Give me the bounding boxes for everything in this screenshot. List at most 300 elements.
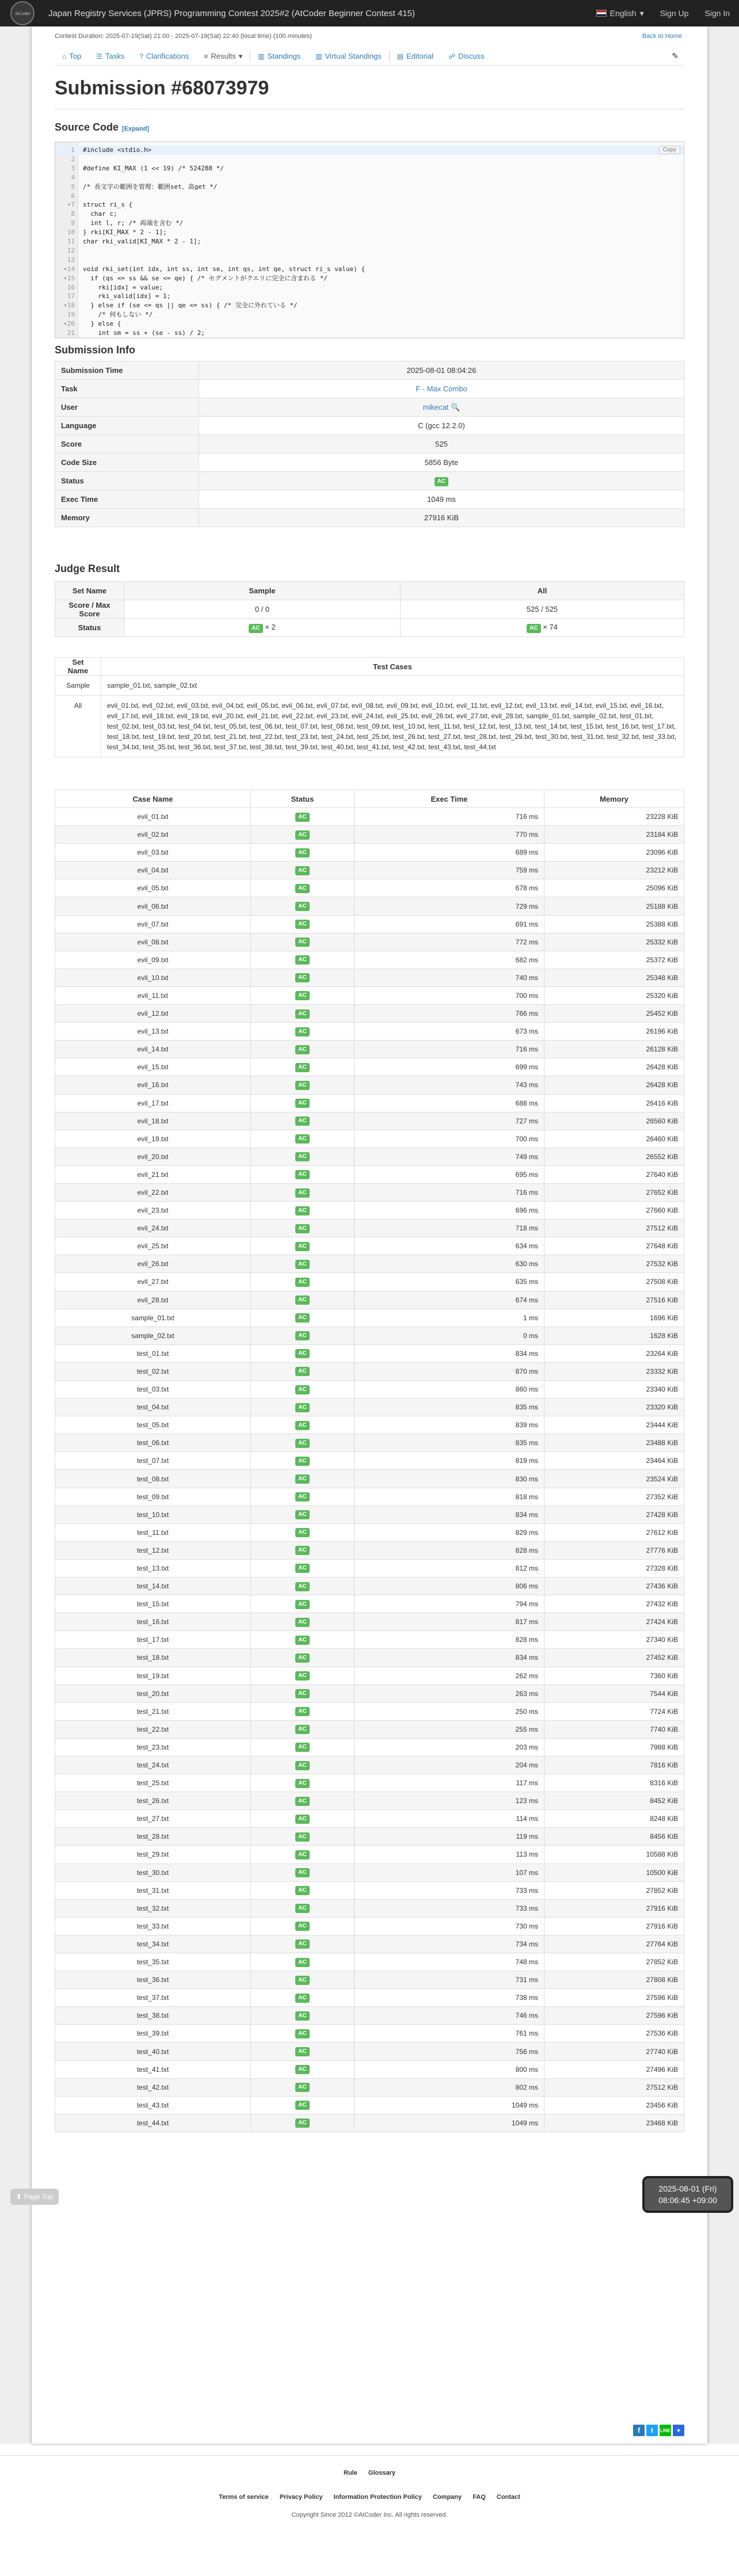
status-badge: AC — [295, 1904, 309, 1913]
status-badge: AC — [295, 1815, 309, 1824]
atcoder-logo[interactable] — [10, 1, 35, 25]
line-number: 11 — [67, 238, 75, 245]
page-top-label: Page Top — [24, 2193, 54, 2201]
all-status — [401, 619, 684, 637]
tab-clarifications-label: Clarifications — [146, 52, 189, 60]
case-memory: 27916 KiB — [544, 1899, 684, 1917]
search-icon[interactable]: 🔍 — [451, 402, 460, 411]
case-exec-time: 691 ms — [355, 915, 544, 933]
code-text: int l, r; /* 両端を含む */ — [83, 219, 184, 227]
table-row — [55, 1398, 684, 1416]
case-status-cell — [251, 862, 355, 879]
memory-value: 27916 KiB — [199, 509, 684, 527]
case-status-cell — [251, 986, 355, 1004]
case-name: test_09.txt — [55, 1488, 251, 1506]
case-exec-time: 794 ms — [355, 1595, 544, 1613]
submission-info-table — [55, 361, 684, 527]
table-row — [55, 1381, 684, 1398]
case-name: evil_27.txt — [55, 1273, 251, 1291]
case-status-cell — [251, 1041, 355, 1058]
case-name: evil_12.txt — [55, 1005, 251, 1023]
case-status-cell — [251, 1667, 355, 1685]
tab-tasks-label: Tasks — [105, 52, 125, 60]
case-sets-table — [55, 657, 684, 757]
case-memory: 26428 KiB — [544, 1076, 684, 1094]
case-name: test_29.txt — [55, 1846, 251, 1864]
status-badge: AC — [295, 1653, 309, 1663]
case-exec-time: 756 ms — [355, 2042, 544, 2060]
case-status-cell — [251, 1416, 355, 1434]
sample-set-name: Sample — [55, 676, 101, 696]
tab-discuss[interactable] — [441, 52, 492, 60]
case-name-header: Case Name — [55, 790, 251, 808]
case-memory: 25452 KiB — [544, 1005, 684, 1023]
expand-link[interactable]: [Expand] — [122, 125, 150, 132]
line-number: 13 — [67, 256, 75, 264]
case-memory: 27512 KiB — [544, 2078, 684, 2096]
line-number: 21 — [67, 329, 75, 337]
case-memory: 23468 KiB — [544, 2114, 684, 2132]
line-number: ▾15 — [63, 274, 75, 282]
table-row — [55, 454, 684, 472]
status-badge: AC — [295, 1636, 309, 1645]
case-name: test_18.txt — [55, 1649, 251, 1667]
status-badge: AC — [295, 1474, 309, 1484]
line-number: 12 — [67, 246, 75, 254]
code-line — [55, 329, 684, 338]
case-status-cell — [251, 933, 355, 951]
code-line — [55, 228, 684, 237]
case-memory: 7724 KiB — [544, 1702, 684, 1720]
status-badge: AC — [295, 1313, 309, 1323]
case-status-cell — [251, 969, 355, 986]
case-name: evil_15.txt — [55, 1058, 251, 1076]
case-memory: 23332 KiB — [544, 1362, 684, 1380]
code-line — [55, 274, 684, 283]
code-text: } else if (se <= qs || qe <= ss) { /* 完全に外れている */ — [83, 302, 298, 310]
status-badge: AC — [295, 1278, 309, 1287]
case-exec-time: 729 ms — [355, 897, 544, 915]
case-memory: 27340 KiB — [544, 1631, 684, 1649]
status-badge: AC — [295, 1761, 309, 1770]
tab-standings[interactable] — [250, 52, 308, 60]
case-exec-time: 817 ms — [355, 1613, 544, 1631]
case-memory: 27596 KiB — [544, 1989, 684, 2007]
table-row — [55, 1452, 684, 1470]
status-badge: AC — [295, 973, 309, 982]
case-exec-time: 688 ms — [355, 1094, 544, 1112]
line-number: 5 — [71, 182, 75, 190]
share-plus-icon[interactable]: + — [673, 2425, 684, 2436]
table-row — [55, 490, 684, 509]
status-badge: AC — [295, 1045, 309, 1054]
case-status-cell — [251, 879, 355, 897]
task-label: Task — [55, 380, 199, 398]
line-number: ▾18 — [63, 302, 75, 310]
tab-editorial[interactable] — [390, 52, 441, 60]
status-badge: AC — [295, 1725, 309, 1734]
case-memory: 8456 KiB — [544, 1828, 684, 1846]
chart-icon: ▥ — [258, 52, 265, 60]
status-badge: AC — [295, 920, 309, 929]
table-row — [55, 2078, 684, 2096]
arrow-up-icon: ⬆ — [16, 2193, 22, 2201]
line-number: 10 — [67, 228, 75, 237]
case-status-cell — [251, 1470, 355, 1488]
case-name: test_41.txt — [55, 2060, 251, 2078]
case-status-cell — [251, 1720, 355, 1738]
case-name: evil_21.txt — [55, 1165, 251, 1183]
user-link[interactable]: mikecat — [422, 402, 449, 411]
case-name: sample_01.txt — [55, 1309, 251, 1327]
info-protection-link[interactable]: Information Protection Policy — [333, 2494, 422, 2501]
code-text: rki_valid[idx] = 1; — [83, 292, 171, 300]
case-status-cell — [251, 1810, 355, 1828]
case-exec-time: 718 ms — [355, 1220, 544, 1237]
status-badge: AC — [295, 1582, 309, 1591]
task-link[interactable]: F - Max Combo — [416, 384, 467, 393]
table-row — [55, 1202, 684, 1220]
case-memory: 27328 KiB — [544, 1559, 684, 1577]
tab-virtual-standings-label: Virtual Standings — [325, 52, 382, 60]
case-memory: 27852 KiB — [544, 1953, 684, 1971]
privacy-link[interactable]: Privacy Policy — [279, 2494, 323, 2501]
status-badge: AC — [295, 1439, 309, 1448]
code-text — [78, 247, 83, 254]
user-label: User — [55, 398, 199, 417]
table-row — [55, 1577, 684, 1595]
table-row — [55, 1362, 684, 1380]
case-exec-time: 812 ms — [355, 1559, 544, 1577]
terms-link[interactable]: Terms of service — [219, 2494, 269, 2501]
table-row — [55, 808, 684, 826]
line-number: 16 — [67, 283, 75, 291]
contest-title[interactable]: Japan Registry Services (JPRS) Programming Contest 2025#2 (AtCoder Beginner Contest 415) — [48, 8, 415, 18]
case-exec-time: 830 ms — [355, 1470, 544, 1488]
left-gutter — [0, 26, 32, 2444]
case-memory: 23464 KiB — [544, 1452, 684, 1470]
status-badge: AC — [295, 1295, 309, 1305]
status-badge: AC — [295, 1618, 309, 1627]
case-memory: 25188 KiB — [544, 897, 684, 915]
case-name: evil_18.txt — [55, 1112, 251, 1130]
tab-standings-label: Standings — [267, 52, 301, 60]
table-row — [55, 933, 684, 951]
status-badge: AC — [295, 1779, 309, 1788]
page-top-button[interactable] — [10, 2189, 59, 2205]
language-selector[interactable] — [596, 9, 644, 18]
table-row — [55, 2025, 684, 2042]
table-row — [55, 600, 684, 619]
case-name: evil_23.txt — [55, 1202, 251, 1220]
status-badge: AC — [295, 1099, 309, 1108]
judge-result-table — [55, 581, 684, 637]
case-status-cell — [251, 1023, 355, 1041]
line-number: 3 — [71, 164, 75, 172]
status-badge: AC — [295, 1242, 309, 1251]
case-memory: 23228 KiB — [544, 808, 684, 826]
case-memory: 27428 KiB — [544, 1506, 684, 1523]
back-to-home-link[interactable]: Back to Home — [642, 33, 682, 40]
table-row — [55, 1774, 684, 1792]
case-exec-time: 689 ms — [355, 844, 544, 862]
case-status-cell — [251, 1506, 355, 1523]
sample-count: × 2 — [265, 622, 276, 631]
case-status-cell — [251, 1362, 355, 1380]
case-status-cell — [251, 1130, 355, 1148]
status-badge: AC — [295, 1260, 309, 1269]
code-text: struct ri_s { — [83, 201, 133, 209]
table-row — [55, 1792, 684, 1810]
status-badge: AC — [295, 813, 309, 822]
case-status-cell — [251, 1202, 355, 1220]
case-exec-time: 255 ms — [355, 1720, 544, 1738]
table-row — [55, 1738, 684, 1756]
case-name: evil_16.txt — [55, 1076, 251, 1094]
case-exec-time: 835 ms — [355, 1398, 544, 1416]
case-status-cell — [251, 1255, 355, 1273]
status-label: Status — [55, 472, 199, 490]
case-status-cell — [251, 2114, 355, 2132]
comment-icon: ☍ — [448, 52, 456, 60]
code-line — [55, 246, 684, 256]
contact-link[interactable]: Contact — [496, 2494, 520, 2501]
exec-time-label: Exec Time — [55, 490, 199, 509]
case-exec-time: 1049 ms — [355, 2096, 544, 2114]
case-name: evil_06.txt — [55, 897, 251, 915]
table-row — [55, 380, 684, 398]
case-exec-time: 119 ms — [355, 1828, 544, 1846]
case-memory: 23212 KiB — [544, 862, 684, 879]
case-name: test_44.txt — [55, 2114, 251, 2132]
table-row — [55, 1720, 684, 1738]
table-row — [55, 1846, 684, 1864]
case-exec-time: 727 ms — [355, 1112, 544, 1130]
case-status-cell — [251, 1864, 355, 1881]
case-name: test_04.txt — [55, 1398, 251, 1416]
case-memory: 27648 KiB — [544, 1237, 684, 1255]
status-header: Status — [251, 790, 355, 808]
case-status-cell — [251, 1309, 355, 1327]
table-row — [55, 1667, 684, 1685]
table-row — [55, 582, 684, 600]
table-row — [55, 1470, 684, 1488]
table-row — [55, 1041, 684, 1058]
table-row — [55, 862, 684, 879]
case-memory: 25348 KiB — [544, 969, 684, 986]
case-exec-time: 1 ms — [355, 1309, 544, 1327]
submission-info-heading: Submission Info — [55, 344, 136, 356]
case-status-cell — [251, 1899, 355, 1917]
case-exec-time: 819 ms — [355, 1452, 544, 1470]
status-badge: AC — [527, 624, 540, 633]
table-row — [55, 2007, 684, 2025]
table-row — [55, 1183, 684, 1201]
case-name: test_35.txt — [55, 1953, 251, 1971]
case-memory: 23444 KiB — [544, 1416, 684, 1434]
sample-status — [124, 619, 401, 637]
source-code-box[interactable] — [55, 142, 684, 338]
line-icon[interactable]: LINE — [660, 2425, 671, 2436]
case-status-cell — [251, 1828, 355, 1846]
source-code-heading-text: Source Code — [55, 121, 119, 133]
company-link[interactable]: Company — [433, 2494, 462, 2501]
case-name: evil_14.txt — [55, 1041, 251, 1058]
rule-link[interactable]: Rule — [344, 2470, 357, 2476]
tab-clarifications[interactable] — [132, 52, 196, 60]
case-status-cell — [251, 808, 355, 826]
all-set-name: All — [55, 696, 101, 757]
table-row — [55, 1631, 684, 1649]
tab-tasks[interactable] — [89, 52, 132, 60]
table-row — [55, 696, 684, 757]
case-name: test_26.txt — [55, 1792, 251, 1810]
case-status-cell — [251, 2060, 355, 2078]
case-exec-time: 748 ms — [355, 1953, 544, 1971]
code-line — [55, 173, 684, 182]
table-row — [55, 1273, 684, 1291]
line-number: 8 — [71, 210, 75, 218]
main-container — [32, 26, 707, 2444]
table-row — [55, 2114, 684, 2132]
table-row — [55, 1917, 684, 1935]
case-memory: 7360 KiB — [544, 1667, 684, 1685]
case-name: test_24.txt — [55, 1756, 251, 1774]
case-memory: 27512 KiB — [544, 1220, 684, 1237]
code-line — [55, 256, 684, 265]
caret-down-icon: ▾ — [639, 8, 644, 18]
code-line — [55, 209, 684, 219]
score-label: Score — [55, 435, 199, 454]
status-badge: AC — [295, 1600, 309, 1609]
case-memory: 27916 KiB — [544, 1917, 684, 1935]
code-line — [55, 155, 684, 164]
case-name: test_27.txt — [55, 1810, 251, 1828]
case-status-cell — [251, 2078, 355, 2096]
status-badge: AC — [295, 1922, 309, 1931]
table-row — [55, 1989, 684, 2007]
case-exec-time: 204 ms — [355, 1756, 544, 1774]
language-value: C (gcc 12.2.0) — [199, 417, 684, 435]
case-status-cell — [251, 2025, 355, 2042]
table-row — [55, 826, 684, 844]
case-memory: 27776 KiB — [544, 1541, 684, 1559]
case-name: test_01.txt — [55, 1344, 251, 1362]
tab-virtual-standings[interactable] — [308, 52, 388, 60]
case-memory: 10588 KiB — [544, 1846, 684, 1864]
case-memory: 27808 KiB — [544, 1971, 684, 1989]
case-memory: 26428 KiB — [544, 1058, 684, 1076]
table-row — [55, 676, 684, 696]
case-memory: 26460 KiB — [544, 1130, 684, 1148]
case-memory: 27660 KiB — [544, 1202, 684, 1220]
facebook-icon[interactable]: f — [633, 2425, 645, 2436]
pencil-icon[interactable]: ✎ — [672, 51, 679, 60]
status-badge: AC — [295, 1546, 309, 1555]
table-row — [55, 1416, 684, 1434]
case-memory: 27496 KiB — [544, 2060, 684, 2078]
table-row — [55, 435, 684, 454]
set-name-header: Set Name — [55, 658, 101, 676]
case-exec-time: 818 ms — [355, 1488, 544, 1506]
tab-results[interactable] — [196, 52, 250, 61]
case-memory: 25332 KiB — [544, 933, 684, 951]
top-navbar — [0, 0, 739, 26]
case-exec-time: 0 ms — [355, 1327, 544, 1344]
faq-link[interactable]: FAQ — [473, 2494, 486, 2501]
sign-up-link[interactable]: Sign Up — [660, 9, 689, 18]
case-exec-time: 860 ms — [355, 1381, 544, 1398]
status-badge: AC — [295, 1188, 309, 1198]
case-exec-time: 635 ms — [355, 1273, 544, 1291]
status-badge: AC — [295, 1492, 309, 1502]
code-line — [55, 146, 684, 155]
case-name: test_39.txt — [55, 2025, 251, 2042]
status-badge: AC — [295, 938, 309, 947]
case-name: evil_05.txt — [55, 879, 251, 897]
case-name: evil_24.txt — [55, 1220, 251, 1237]
tab-top[interactable] — [55, 52, 89, 60]
table-row — [55, 472, 684, 490]
twitter-icon[interactable]: t — [646, 2425, 658, 2436]
exec-time-value: 1049 ms — [199, 490, 684, 509]
chart-icon: ▥ — [315, 52, 322, 60]
status-badge: AC — [295, 1886, 309, 1895]
case-memory: 27740 KiB — [544, 2042, 684, 2060]
table-row — [55, 1291, 684, 1309]
table-row — [55, 1613, 684, 1631]
case-name: evil_20.txt — [55, 1148, 251, 1165]
tasks-icon: ☰ — [96, 52, 102, 60]
case-status-cell — [251, 1649, 355, 1667]
table-row — [55, 1899, 684, 1917]
case-memory: 8452 KiB — [544, 1792, 684, 1810]
glossary-link[interactable]: Glossary — [368, 2470, 395, 2476]
copy-button[interactable]: Copy — [659, 146, 680, 154]
sign-in-link[interactable]: Sign In — [704, 9, 730, 18]
status-badge: AC — [295, 1421, 309, 1430]
case-exec-time: 749 ms — [355, 1148, 544, 1165]
case-memory: 27596 KiB — [544, 2007, 684, 2025]
line-number: 4 — [71, 173, 75, 181]
submission-time-value: 2025-08-01 08:04:26 — [199, 361, 684, 380]
status-badge: AC — [295, 1403, 309, 1412]
tab-discuss-label: Discuss — [458, 52, 485, 60]
table-row — [55, 1005, 684, 1023]
case-exec-time: 1049 ms — [355, 2114, 544, 2132]
case-name: evil_09.txt — [55, 951, 251, 969]
line-number: 9 — [71, 219, 75, 227]
code-line — [55, 319, 684, 329]
test-cases-table — [55, 790, 684, 2132]
table-row — [55, 2042, 684, 2060]
case-exec-time: 716 ms — [355, 1041, 544, 1058]
case-memory: 26552 KiB — [544, 1148, 684, 1165]
case-status-cell — [251, 1381, 355, 1398]
case-exec-time: 800 ms — [355, 2060, 544, 2078]
case-name: test_12.txt — [55, 1541, 251, 1559]
flag-icon — [596, 10, 607, 17]
case-status-cell — [251, 1577, 355, 1595]
case-memory: 23524 KiB — [544, 1470, 684, 1488]
code-line — [55, 310, 684, 319]
table-row — [55, 1434, 684, 1452]
status-badge: AC — [295, 1689, 309, 1698]
case-name: test_22.txt — [55, 1720, 251, 1738]
case-exec-time: 746 ms — [355, 2007, 544, 2025]
status-badge: AC — [295, 1832, 309, 1842]
case-memory: 27640 KiB — [544, 1165, 684, 1183]
